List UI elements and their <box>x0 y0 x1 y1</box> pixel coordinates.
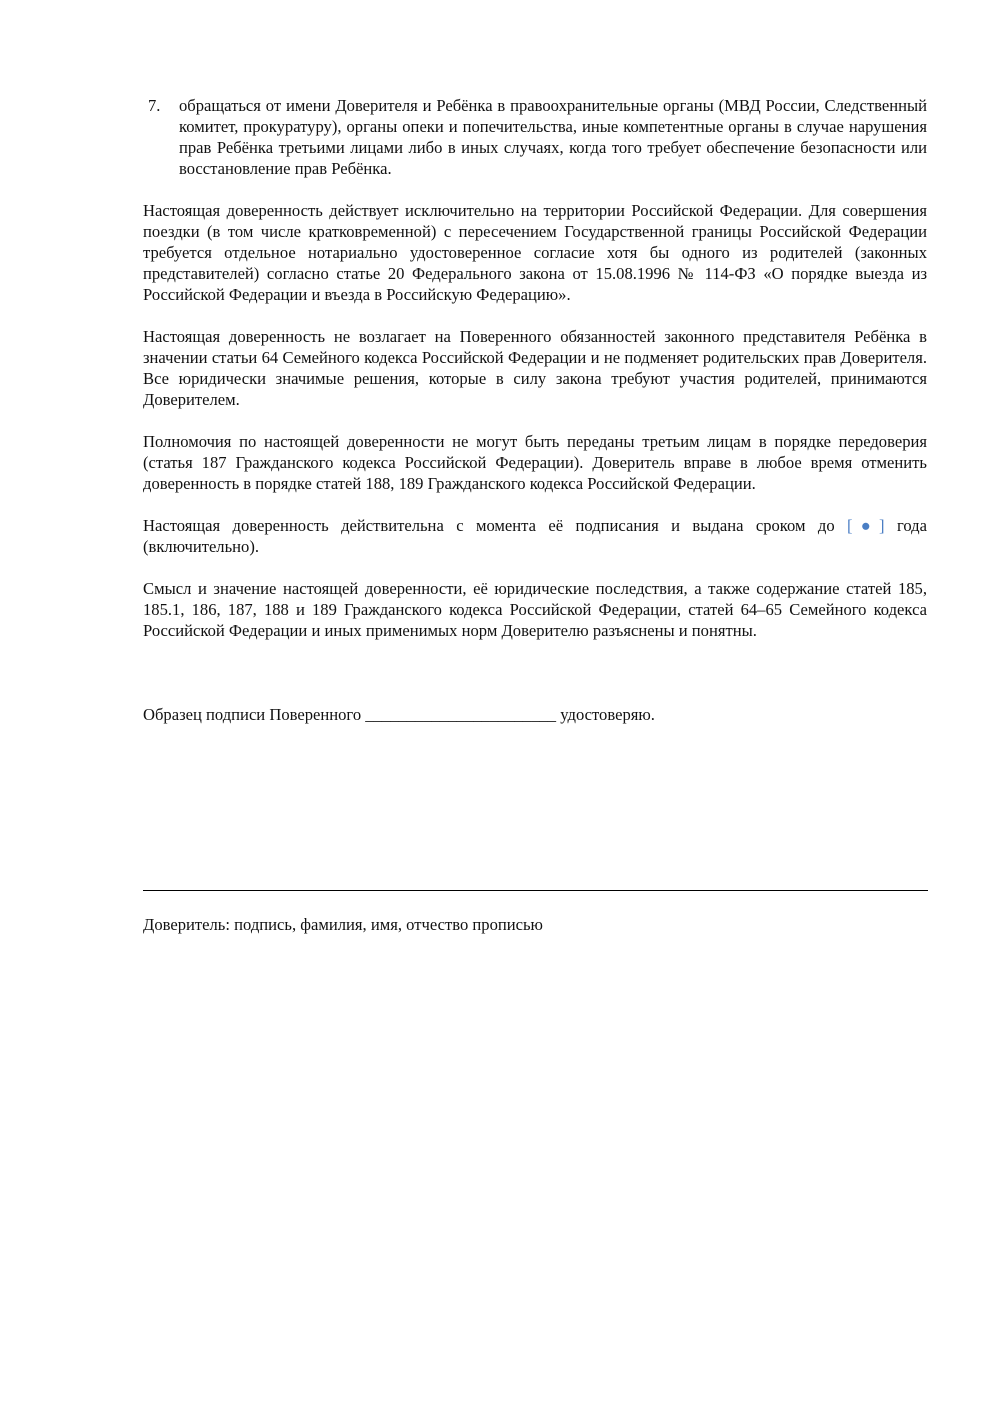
signature-caption: Доверитель: подпись, фамилия, имя, отчество прописью <box>143 915 543 934</box>
signature-rule <box>143 890 928 891</box>
document-body <box>143 95 927 725</box>
list-item-text: обращаться от имени Доверителя и Ребёнка в правоохранительные органы (МВД России, Следственный комитет, прокуратуру), органы опеки и попечительства, иные компетентные органы в случае нарушения прав Ребёнка третьими лицами либо в иных случаях, когда того требует обеспечение безопасности или восстановление прав Ребёнка. <box>179 96 927 178</box>
paragraph-validity <box>143 515 927 557</box>
validity-text-before: Настоящая доверенность действительна с момента её подписания и выдана сроком до <box>143 516 848 535</box>
paragraph-meaning: Смысл и значение настоящей доверенности, её юридические последствия, а также содержание статей 185, 185.1, 186, 187, 188 и 189 Гражданского кодекса Российской Федерации, статей 64–65 Семейного кодекса Российской Федерации и иных применимых норм Доверителю разъяснены и понятны. <box>143 579 927 640</box>
list-item-7 <box>146 95 927 179</box>
signature-sample-line: Образец подписи Поверенного _______________________ удостоверяю. <box>143 705 655 724</box>
paragraph-territory: Настоящая доверенность действует исключительно на территории Российской Федерации. Для совершения поездки (в том числе кратковременной) с пересечением Государственной границы Российской Федерации требуется отдельное нотариально удостоверенное согласие хотя бы одного из родителей (законных представителей) согласно статье 20 Федерального закона от 15.08.1996 № 114-ФЗ «О порядке выезда из Российской Федерации и въезда в Российскую Федерацию». <box>143 201 927 304</box>
paragraph-transfer: Полномочия по настоящей доверенности не могут быть переданы третьим лицам в порядке передоверия (статья 187 Гражданского кодекса Российской Федерации). Доверитель вправе в любое время отменить доверенность в порядке статей 188, 189 Гражданского кодекса Российской Федерации. <box>143 432 927 493</box>
validity-text-after: года (включительно). <box>143 516 927 556</box>
date-placeholder: [●] <box>847 516 885 535</box>
list-item-number: 7. <box>148 96 161 115</box>
paragraph-obligations: Настоящая доверенность не возлагает на Поверенного обязанностей законного представителя Ребёнка в значении статьи 64 Семейного кодекса Российской Федерации и не подменяет родительских прав Доверителя. Все юридически значимые решения, которые в силу закона требуют участия родителей, принимаются Доверителем. <box>143 327 927 409</box>
